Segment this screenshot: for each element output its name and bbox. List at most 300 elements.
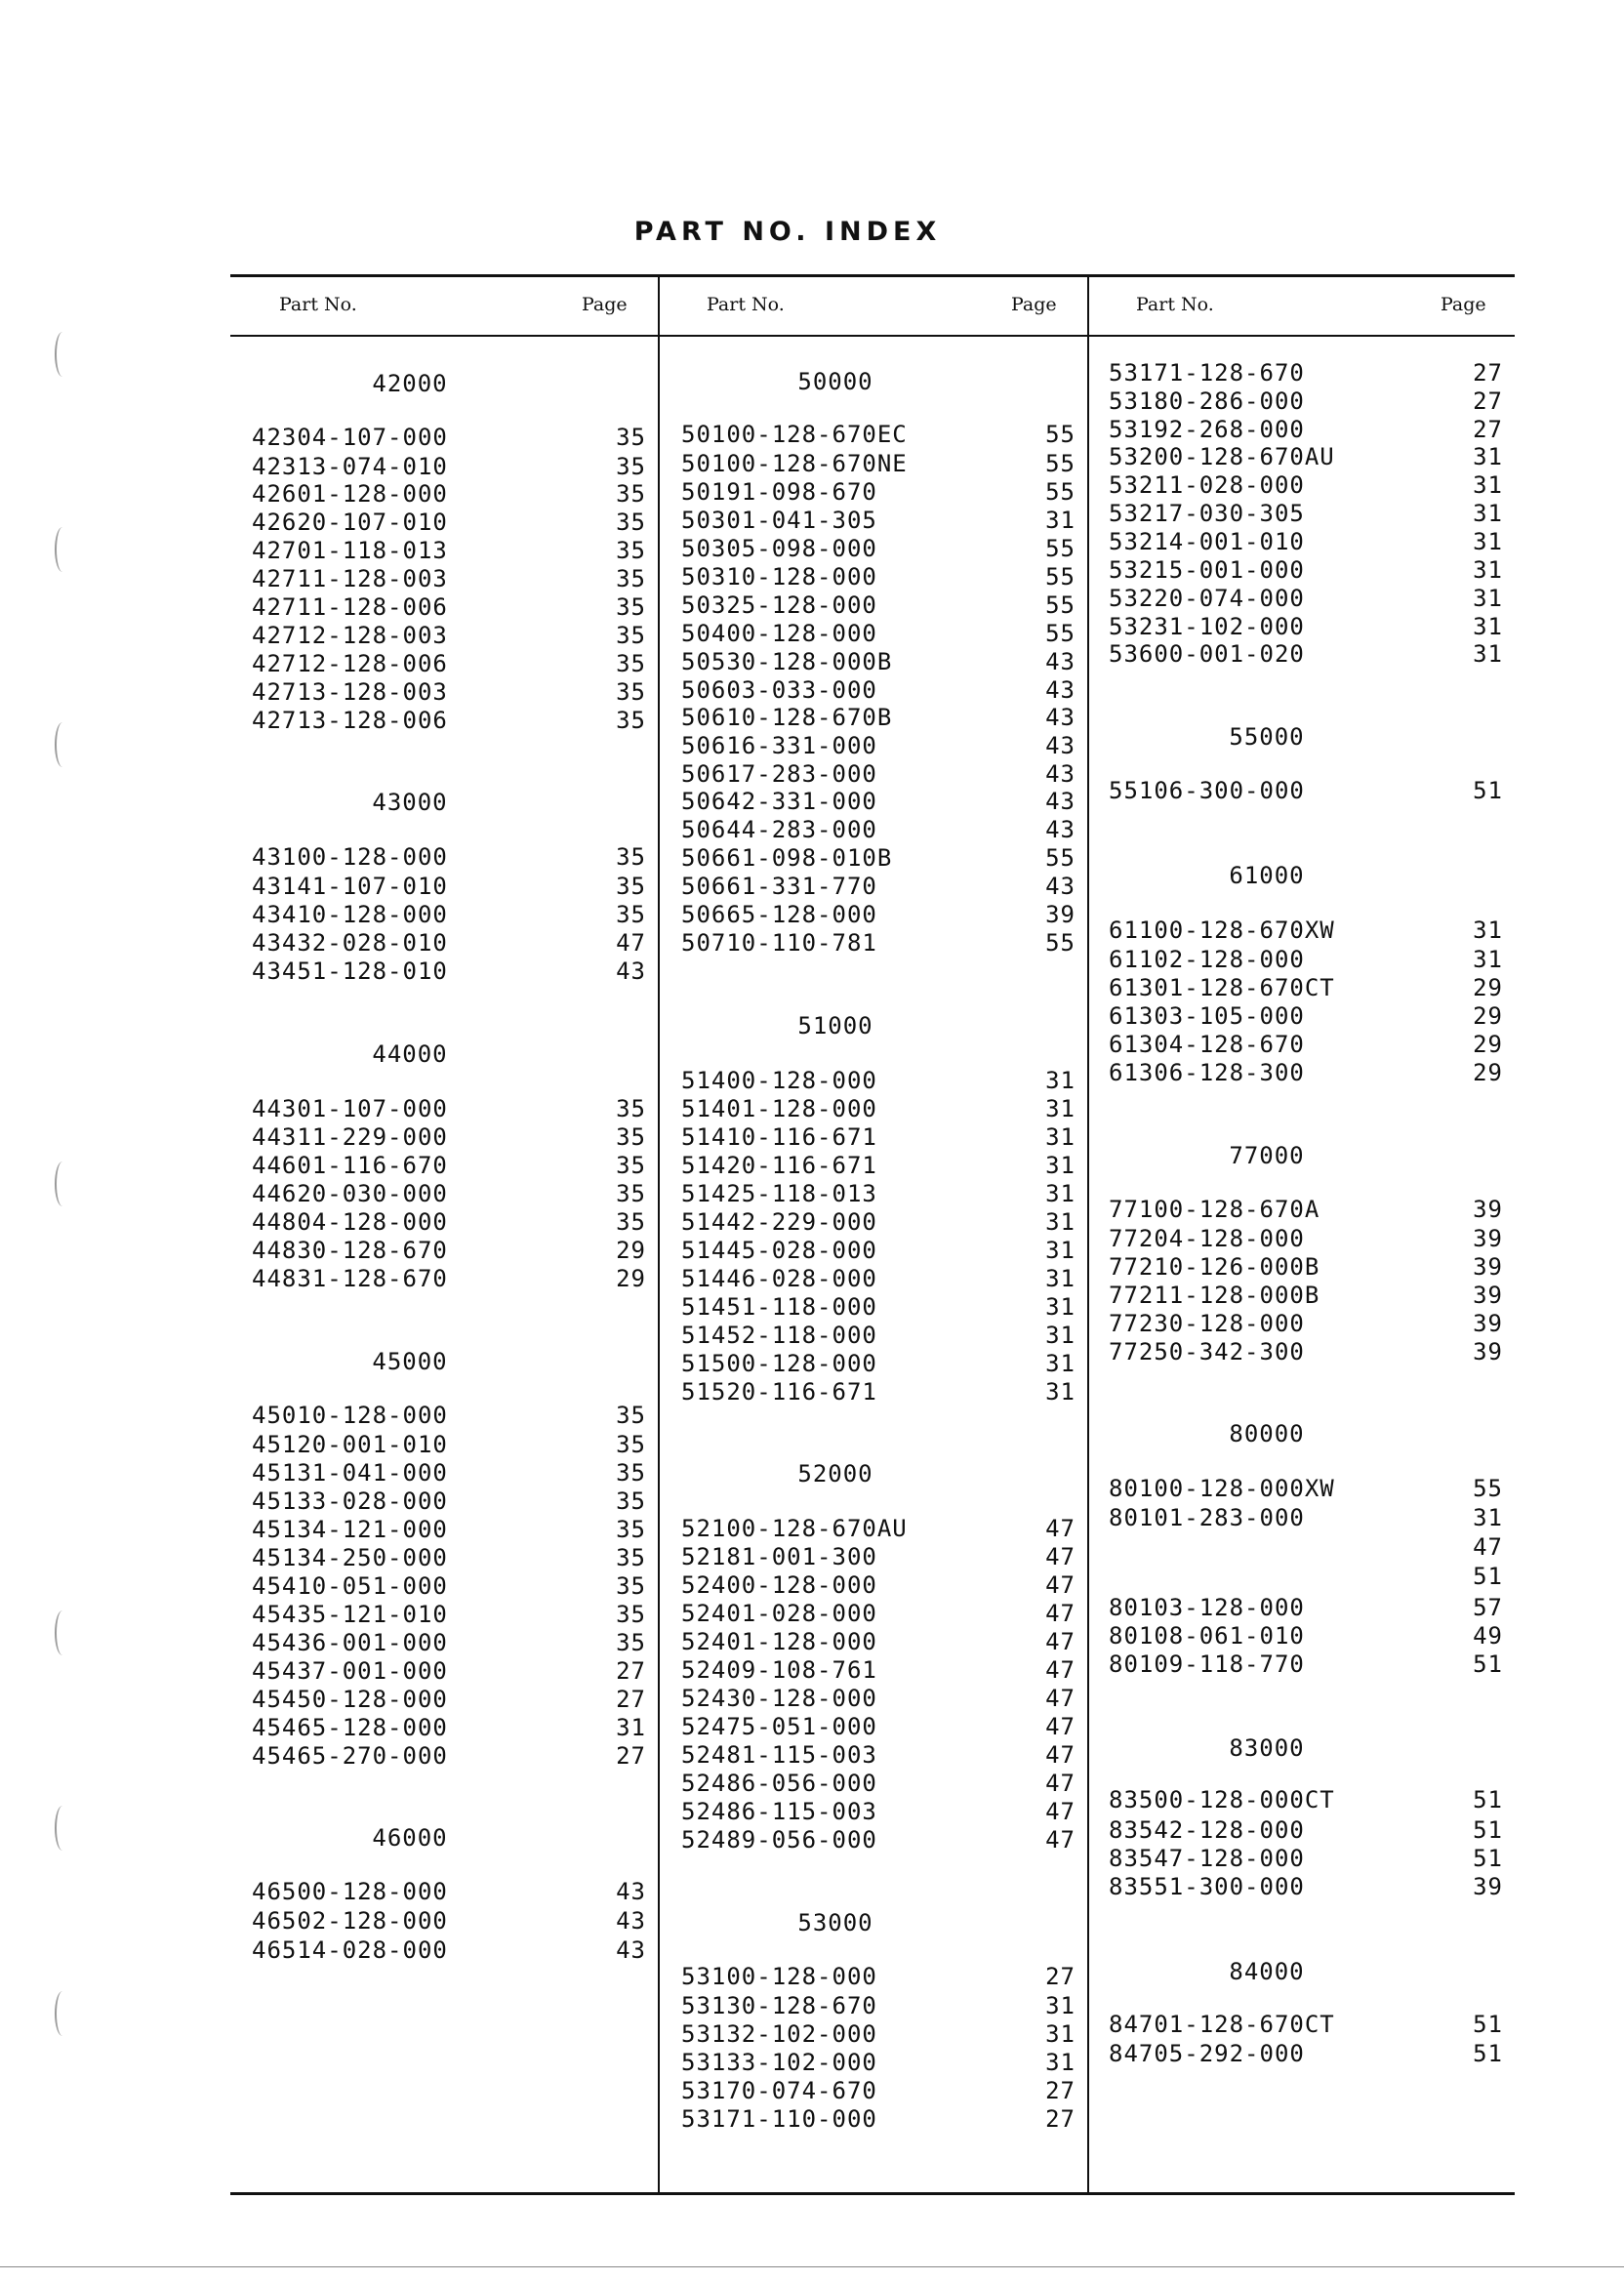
index-row — [1109, 613, 1305, 640]
page-number: 43 — [616, 1936, 646, 1964]
header-page-2: Page — [1011, 294, 1057, 315]
index-row — [1109, 387, 1305, 415]
part-number: 53170-074-670 — [681, 2077, 877, 2104]
index-row — [252, 1629, 448, 1656]
index-row — [1109, 1031, 1305, 1058]
page-number: 31 — [1473, 917, 1503, 944]
index-row — [681, 1265, 877, 1292]
part-number: 53130-128-670 — [681, 1992, 877, 2019]
part-number: 50642-331-000 — [681, 788, 877, 815]
index-row — [681, 1515, 908, 1542]
index-row — [681, 1656, 877, 1684]
part-number: 42711-128-006 — [252, 593, 448, 621]
index-row — [1109, 528, 1305, 555]
index-row — [681, 760, 877, 788]
page-number: 47 — [1045, 1741, 1076, 1769]
part-number: 45134-121-000 — [252, 1516, 448, 1543]
page-number: 31 — [1045, 1265, 1076, 1292]
page-number: 55 — [1045, 620, 1076, 647]
part-number: 51400-128-000 — [681, 1067, 877, 1094]
part-number: 83500-128-000CT — [1109, 1786, 1335, 1813]
page-number: 31 — [1045, 1293, 1076, 1321]
index-row — [681, 1798, 877, 1825]
part-number: 44311-229-000 — [252, 1123, 448, 1151]
index-row — [252, 1907, 448, 1935]
part-number: 83551-300-000 — [1109, 1873, 1305, 1900]
part-number: 45450-128-000 — [252, 1686, 448, 1713]
part-number: 43100-128-000 — [252, 843, 448, 871]
part-number: 53171-128-670 — [1109, 359, 1305, 387]
part-number: 51520-116-671 — [681, 1378, 877, 1406]
part-number: 50191-098-670 — [681, 478, 877, 506]
binder-mark — [55, 1991, 70, 2036]
column-divider-1 — [658, 274, 660, 2195]
part-number: 53171-110-000 — [681, 2105, 877, 2133]
page-number: 43 — [1045, 648, 1076, 675]
part-number: 51451-118-000 — [681, 1293, 877, 1321]
index-row — [252, 453, 448, 480]
page-number: 31 — [1473, 500, 1503, 527]
page-number: 51 — [1473, 1650, 1503, 1678]
section-heading: 51000 — [797, 1012, 873, 1039]
part-number: 43410-128-000 — [252, 901, 448, 928]
page-number: 55 — [1045, 563, 1076, 591]
page-number: 35 — [616, 1431, 646, 1458]
page-number: 29 — [616, 1265, 646, 1292]
page-number: 35 — [616, 1487, 646, 1515]
page-number: 35 — [616, 1402, 646, 1429]
header-part-no-1: Part No. — [279, 294, 357, 315]
index-row — [681, 1378, 877, 1406]
section-heading: 55000 — [1229, 723, 1305, 751]
index-row — [681, 676, 877, 704]
index-row — [681, 1992, 877, 2019]
part-number: 51445-028-000 — [681, 1237, 877, 1264]
part-number: 51425-118-013 — [681, 1180, 877, 1207]
part-number: 77250-342-300 — [1109, 1338, 1305, 1365]
part-number: 50610-128-670B — [681, 704, 893, 731]
index-row — [681, 1741, 877, 1769]
part-number: 52430-128-000 — [681, 1685, 877, 1712]
page-number: 27 — [616, 1742, 646, 1770]
index-row — [681, 901, 877, 928]
part-number: 43451-128-010 — [252, 958, 448, 985]
part-number: 45437-001-000 — [252, 1657, 448, 1685]
part-number: 77100-128-670A — [1109, 1196, 1320, 1223]
index-row — [252, 509, 448, 536]
page-number: 55 — [1045, 535, 1076, 562]
index-row — [681, 591, 877, 619]
page-number: 55 — [1045, 421, 1076, 448]
index-row — [1109, 1059, 1305, 1086]
part-number: 42620-107-010 — [252, 509, 448, 536]
page-number: 55 — [1045, 478, 1076, 506]
index-row — [681, 1600, 877, 1627]
page-number: 57 — [1473, 1594, 1503, 1621]
page-number: 31 — [1473, 946, 1503, 973]
page-number: 27 — [1473, 416, 1503, 443]
index-row — [1109, 777, 1305, 804]
part-number: 53215-001-000 — [1109, 556, 1305, 584]
page-number: 39 — [1473, 1282, 1503, 1309]
part-number: 44620-030-000 — [252, 1180, 448, 1207]
page-number: 31 — [1045, 2020, 1076, 2048]
page-number: 49 — [1473, 1622, 1503, 1650]
page-number: 51 — [1473, 1786, 1503, 1813]
page-number: 39 — [1473, 1253, 1503, 1281]
page-number: 31 — [1045, 1322, 1076, 1349]
index-row — [1109, 1594, 1305, 1621]
part-number: 80108-061-010 — [1109, 1622, 1305, 1650]
part-number: 53100-128-000 — [681, 1963, 877, 1990]
part-number: 52409-108-761 — [681, 1656, 877, 1684]
index-row — [252, 901, 448, 928]
page-number: 35 — [616, 1095, 646, 1122]
page-number: 29 — [616, 1237, 646, 1264]
part-number: 45465-270-000 — [252, 1742, 448, 1770]
part-number: 50617-283-000 — [681, 760, 877, 788]
part-number: 51442-229-000 — [681, 1208, 877, 1236]
part-number: 52401-028-000 — [681, 1600, 877, 1627]
part-number: 50603-033-000 — [681, 676, 877, 704]
page-number: 43 — [616, 1878, 646, 1905]
page-number: 27 — [1473, 359, 1503, 387]
part-number: 45465-128-000 — [252, 1714, 448, 1741]
page-number: 47 — [1473, 1533, 1503, 1561]
part-number: 84705-292-000 — [1109, 2040, 1305, 2067]
part-number: 53217-030-305 — [1109, 500, 1305, 527]
part-number: 50616-331-000 — [681, 732, 877, 759]
page-number: 35 — [616, 707, 646, 734]
page-number: 31 — [616, 1714, 646, 1741]
index-row — [681, 648, 892, 675]
part-number: 53132-102-000 — [681, 2020, 877, 2048]
page-number: 29 — [1473, 1031, 1503, 1058]
index-row — [252, 1152, 448, 1179]
section-heading: 43000 — [372, 789, 448, 816]
page-number: 35 — [616, 1208, 646, 1236]
section-heading: 44000 — [372, 1040, 448, 1068]
index-row — [1109, 1196, 1320, 1223]
page-number: 39 — [1473, 1196, 1503, 1223]
page-number: 43 — [1045, 760, 1076, 788]
index-row — [681, 421, 908, 448]
page-bottom-rule — [0, 2266, 1624, 2267]
page-number: 31 — [1473, 585, 1503, 612]
index-row — [252, 1572, 448, 1600]
page-number: 31 — [1045, 1208, 1076, 1236]
page-number: 51 — [1473, 1816, 1503, 1844]
page-number: 35 — [616, 1544, 646, 1571]
page-number: 35 — [616, 843, 646, 871]
part-number: 44831-128-670 — [252, 1265, 448, 1292]
section-heading: 83000 — [1229, 1734, 1305, 1762]
page-number: 27 — [1045, 2105, 1076, 2133]
index-row — [252, 424, 448, 451]
binder-mark — [55, 1161, 70, 1206]
page-number: 47 — [1045, 1685, 1076, 1712]
page-number: 35 — [616, 678, 646, 706]
page-number: 31 — [1045, 1180, 1076, 1207]
part-number: 44804-128-000 — [252, 1208, 448, 1236]
page-number: 39 — [1045, 901, 1076, 928]
part-number: 53211-028-000 — [1109, 471, 1305, 499]
page-number: 31 — [1045, 1152, 1076, 1179]
index-row — [252, 929, 448, 957]
page-number: 43 — [616, 958, 646, 985]
index-row — [252, 565, 448, 592]
page-number: 47 — [1045, 1798, 1076, 1825]
index-row — [252, 958, 448, 985]
part-number: 80109-118-770 — [1109, 1650, 1305, 1678]
part-number: 45435-121-010 — [252, 1601, 448, 1628]
part-number: 77230-128-000 — [1109, 1310, 1305, 1337]
section-heading: 45000 — [372, 1348, 448, 1375]
part-number: 52401-128-000 — [681, 1628, 877, 1655]
part-number: 51420-116-671 — [681, 1152, 877, 1179]
page-number: 31 — [1473, 528, 1503, 555]
part-number: 51500-128-000 — [681, 1350, 877, 1377]
page-number: 27 — [1045, 1963, 1076, 1990]
index-row — [1109, 2040, 1305, 2067]
header-page-1: Page — [582, 294, 628, 315]
page-number: 55 — [1045, 844, 1076, 872]
index-row — [252, 1180, 448, 1207]
binder-mark — [55, 722, 70, 767]
index-row — [1109, 1338, 1305, 1365]
index-row — [252, 480, 448, 508]
part-number: 52489-056-000 — [681, 1826, 877, 1854]
page-number: 43 — [1045, 732, 1076, 759]
index-row — [681, 507, 877, 534]
index-row — [252, 1742, 448, 1770]
index-row — [1109, 1873, 1305, 1900]
index-row — [252, 678, 448, 706]
page-number: 31 — [1045, 1350, 1076, 1377]
page-number: 47 — [1045, 1515, 1076, 1542]
part-number: 52181-001-300 — [681, 1543, 877, 1570]
index-row — [1109, 1786, 1335, 1813]
part-number: 42713-128-003 — [252, 678, 448, 706]
page-number: 31 — [1473, 443, 1503, 470]
part-number: 42701-118-013 — [252, 537, 448, 564]
part-number: 52486-056-000 — [681, 1770, 877, 1797]
index-row — [681, 563, 877, 591]
part-number: 45410-051-000 — [252, 1572, 448, 1600]
part-number: 42304-107-000 — [252, 424, 448, 451]
page-number: 35 — [616, 1629, 646, 1656]
page-number: 43 — [1045, 873, 1076, 900]
index-row — [1109, 443, 1335, 470]
page-number: 47 — [616, 929, 646, 957]
part-number: 50665-128-000 — [681, 901, 877, 928]
part-number: 61102-128-000 — [1109, 946, 1305, 973]
part-number: 80100-128-000XW — [1109, 1475, 1335, 1502]
page-number: 47 — [1045, 1543, 1076, 1570]
section-heading: 80000 — [1229, 1420, 1305, 1447]
part-number: 45133-028-000 — [252, 1487, 448, 1515]
index-row — [1109, 1282, 1320, 1309]
index-row — [1109, 1816, 1305, 1844]
index-row — [681, 1180, 877, 1207]
header-part-no-2: Part No. — [707, 294, 785, 315]
page-number: 51 — [1473, 2011, 1503, 2038]
part-number: 50710-110-781 — [681, 929, 877, 957]
part-number: 52481-115-003 — [681, 1741, 877, 1769]
index-row — [681, 535, 877, 562]
part-number: 42712-128-006 — [252, 650, 448, 677]
index-row — [681, 1152, 877, 1179]
part-number: 83547-128-000 — [1109, 1845, 1305, 1872]
index-row — [681, 929, 877, 957]
part-number: 84701-128-670CT — [1109, 2011, 1335, 2038]
part-number: 50400-128-000 — [681, 620, 877, 647]
part-number: 52486-115-003 — [681, 1798, 877, 1825]
page-number: 43 — [616, 1907, 646, 1935]
page-number: 55 — [1045, 591, 1076, 619]
part-number: 61306-128-300 — [1109, 1059, 1305, 1086]
page-number: 47 — [1045, 1571, 1076, 1599]
index-row — [681, 1571, 877, 1599]
page-number: 35 — [616, 424, 646, 451]
part-number: 50644-283-000 — [681, 816, 877, 843]
index-row — [252, 1208, 448, 1236]
index-row — [1109, 556, 1305, 584]
index-row — [252, 1686, 448, 1713]
part-number: 44601-116-670 — [252, 1152, 448, 1179]
index-row — [252, 1402, 448, 1429]
part-number: 42313-074-010 — [252, 453, 448, 480]
page-number: 55 — [1045, 929, 1076, 957]
part-number: 45120-001-010 — [252, 1431, 448, 1458]
index-row — [1109, 1225, 1305, 1252]
section-heading: 61000 — [1229, 862, 1305, 889]
index-row — [252, 1936, 448, 1964]
part-number: 80101-283-000 — [1109, 1504, 1305, 1531]
page-number: 35 — [616, 1123, 646, 1151]
page-title: PART NO. INDEX — [633, 217, 942, 247]
part-number: 46514-028-000 — [252, 1936, 448, 1964]
index-row — [1109, 585, 1305, 612]
page-number: 31 — [1473, 640, 1503, 668]
page-number: 35 — [616, 650, 646, 677]
index-row — [681, 1770, 877, 1797]
part-number: 83542-128-000 — [1109, 1816, 1305, 1844]
index-row — [252, 593, 448, 621]
page-number: 39 — [1473, 1225, 1503, 1252]
part-number: 51452-118-000 — [681, 1322, 877, 1349]
page-number: 31 — [1045, 1992, 1076, 2019]
page-number: 51 — [1473, 1845, 1503, 1872]
column-divider-2 — [1087, 274, 1089, 2195]
index-row — [681, 1543, 877, 1570]
index-row — [252, 707, 448, 734]
page-number: 35 — [616, 1180, 646, 1207]
part-number: 77204-128-000 — [1109, 1225, 1305, 1252]
part-number: 53600-001-020 — [1109, 640, 1305, 668]
page-number: 31 — [1045, 1378, 1076, 1406]
page-number: 31 — [1473, 471, 1503, 499]
page-number: 31 — [1473, 613, 1503, 640]
index-row — [252, 1601, 448, 1628]
page-number: 47 — [1045, 1628, 1076, 1655]
part-number: 61100-128-670XW — [1109, 917, 1335, 944]
index-row — [681, 478, 877, 506]
index-row — [252, 1265, 448, 1292]
page-number: 31 — [1045, 507, 1076, 534]
part-number: 42712-128-003 — [252, 622, 448, 649]
section-heading: 46000 — [372, 1824, 448, 1852]
part-number: 46502-128-000 — [252, 1907, 448, 1935]
page-number: 31 — [1045, 1095, 1076, 1122]
page-number: 31 — [1045, 1123, 1076, 1151]
index-row — [681, 788, 877, 815]
page-number: 55 — [1045, 450, 1076, 477]
page-number: 31 — [1045, 1237, 1076, 1264]
part-number: 61301-128-670CT — [1109, 974, 1335, 1001]
header-part-no-3: Part No. — [1136, 294, 1214, 315]
index-row — [681, 1095, 877, 1122]
page-number: 35 — [616, 509, 646, 536]
part-number: 44830-128-670 — [252, 1237, 448, 1264]
index-row — [681, 2049, 877, 2076]
index-row — [252, 1123, 448, 1151]
page-number: 47 — [1045, 1770, 1076, 1797]
page-number: 35 — [616, 1572, 646, 1600]
part-number: 53133-102-000 — [681, 2049, 877, 2076]
part-number: 43432-028-010 — [252, 929, 448, 957]
index-row — [681, 1322, 877, 1349]
page-number: 31 — [1473, 1504, 1503, 1531]
part-number: 51401-128-000 — [681, 1095, 877, 1122]
part-number: 45010-128-000 — [252, 1402, 448, 1429]
index-row — [681, 844, 892, 872]
page-number: 35 — [616, 901, 646, 928]
part-number: 50530-128-000B — [681, 648, 893, 675]
part-number: 53231-102-000 — [1109, 613, 1305, 640]
part-number: 50325-128-000 — [681, 591, 877, 619]
index-row — [681, 1826, 877, 1854]
index-row — [252, 873, 448, 900]
index-row — [681, 1350, 877, 1377]
page-number: 47 — [1045, 1713, 1076, 1740]
index-row — [1109, 359, 1305, 387]
section-heading: 77000 — [1229, 1142, 1305, 1169]
index-row — [681, 1123, 877, 1151]
index-row — [252, 650, 448, 677]
part-number: 52475-051-000 — [681, 1713, 877, 1740]
section-heading: 52000 — [797, 1460, 873, 1487]
index-row — [252, 537, 448, 564]
index-row — [1109, 1650, 1305, 1678]
index-row — [681, 873, 877, 900]
part-number: 42601-128-000 — [252, 480, 448, 508]
index-row — [1109, 1002, 1305, 1030]
index-row — [681, 1628, 877, 1655]
page-number: 35 — [616, 1459, 646, 1487]
page-number: 35 — [616, 593, 646, 621]
part-number: 45131-041-000 — [252, 1459, 448, 1487]
index-row — [1109, 2011, 1335, 2038]
page-number: 35 — [616, 1516, 646, 1543]
part-number: 77211-128-000B — [1109, 1282, 1320, 1309]
index-row — [1109, 1475, 1335, 1502]
part-number: 61303-105-000 — [1109, 1002, 1305, 1030]
page-number: 51 — [1473, 777, 1503, 804]
page-number: 47 — [1045, 1826, 1076, 1854]
page-number: 27 — [616, 1657, 646, 1685]
index-row — [1109, 500, 1305, 527]
